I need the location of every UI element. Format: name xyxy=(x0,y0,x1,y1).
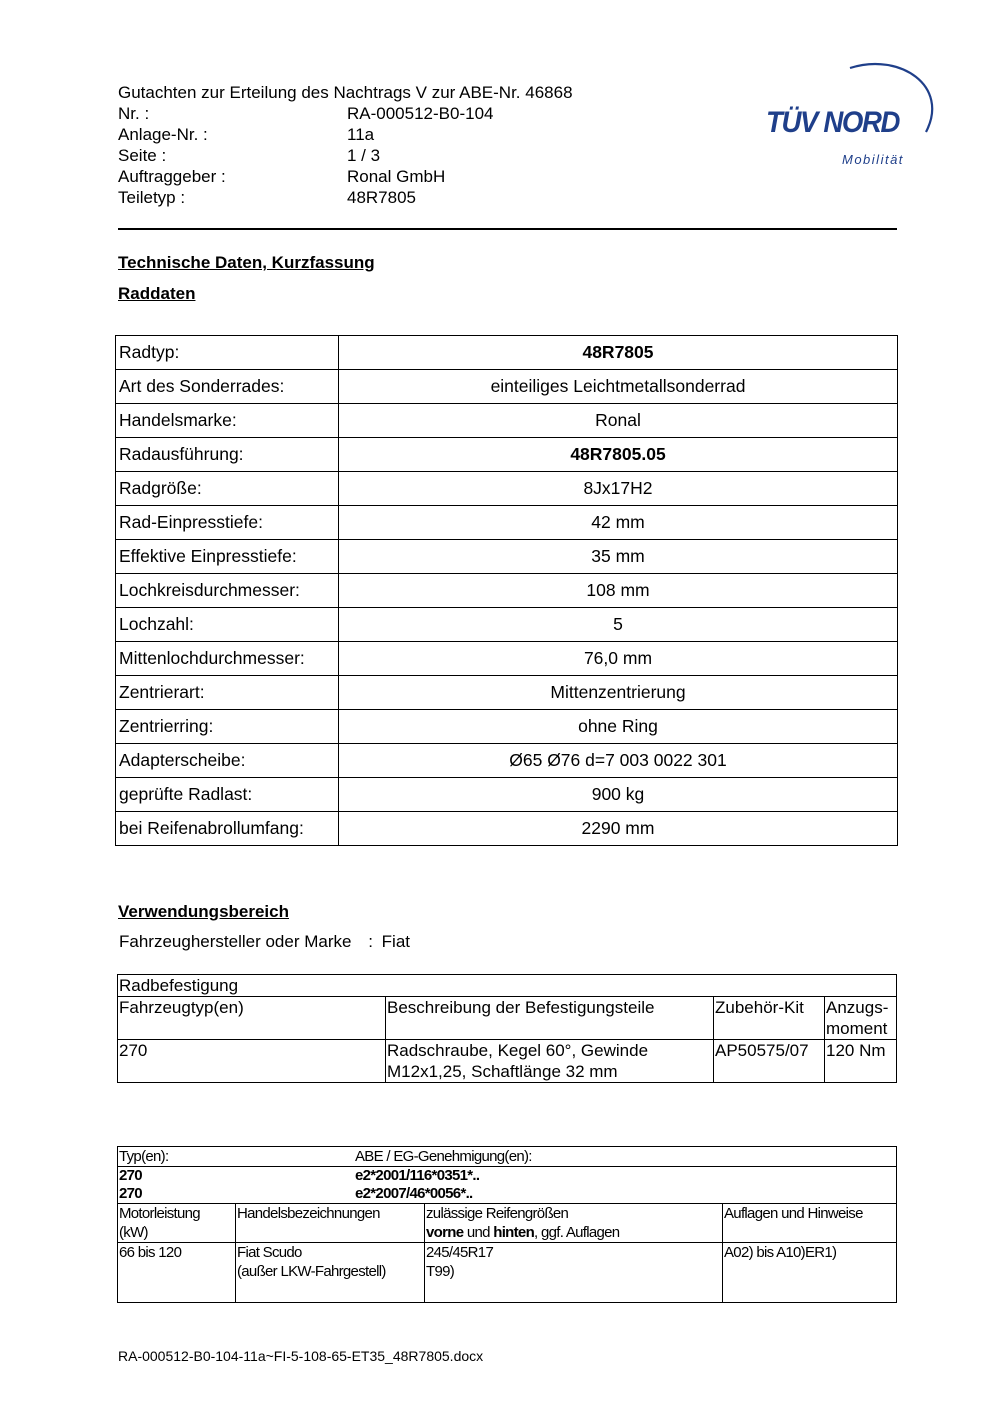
wheel-data-value: 35 mm xyxy=(339,540,898,574)
header-label: Seite : xyxy=(118,146,167,165)
cell-power: 66 bis 120 xyxy=(118,1243,236,1303)
wheel-data-label: Zentrierring: xyxy=(116,710,339,744)
wheel-data-value: 108 mm xyxy=(339,574,898,608)
wheel-data-heading: Raddaten xyxy=(118,284,196,303)
approval-header-row xyxy=(118,1147,897,1167)
approval-table xyxy=(117,1146,897,1303)
header-value: 1 / 3 xyxy=(347,146,381,165)
wheel-data-row xyxy=(116,574,898,608)
cell-notes: A02) bis A10)ER1) xyxy=(723,1243,897,1303)
tyres-header-front: vorne xyxy=(426,1224,464,1241)
approval-number: e2*2007/46*0056*.. xyxy=(355,1185,473,1202)
wheel-data-row xyxy=(116,472,898,506)
logo-subtitle: Mobilität xyxy=(842,152,904,167)
type-header: Typ(en): xyxy=(119,1148,169,1165)
approval-list xyxy=(118,1167,897,1204)
header-label: Anlage-Nr. : xyxy=(118,125,208,144)
manufacturer-separator: : xyxy=(368,932,373,951)
wheel-data-label: Lochzahl: xyxy=(116,608,339,642)
wheel-data-label: Rad-Einpresstiefe: xyxy=(116,506,339,540)
wheel-data-label: Radgröße: xyxy=(116,472,339,506)
header-label: Auftraggeber : xyxy=(118,167,226,186)
approval-row xyxy=(119,1185,895,1203)
wheel-data-row xyxy=(116,438,898,472)
wheel-data-row xyxy=(116,812,898,846)
header-value: Ronal GmbH xyxy=(347,167,446,186)
wheel-data-label: bei Reifenabrollumfang: xyxy=(116,812,339,846)
fixing-cell-kit: AP50575/07 xyxy=(714,1040,825,1083)
manufacturer-value: Fiat xyxy=(381,932,410,951)
wheel-data-label: Zentrierart: xyxy=(116,676,339,710)
col-header-power: Motorleistung (kW) xyxy=(118,1204,236,1243)
fixing-cell-torque: 120 Nm xyxy=(825,1040,897,1083)
fixing-cell-description: Radschraube, Kegel 60°, Gewinde M12x1,25, Schaftlänge 32 mm xyxy=(386,1040,714,1083)
wheel-data-table xyxy=(115,335,898,846)
manufacturer-label: Fahrzeughersteller oder Marke xyxy=(119,932,352,951)
wheel-data-row xyxy=(116,506,898,540)
wheel-data-row xyxy=(116,336,898,370)
col-header-notes: Auflagen und Hinweise xyxy=(723,1204,897,1243)
col-header-names: Handelsbezeichnungen xyxy=(236,1204,425,1243)
tyres-header-rest: , ggf. Auflagen xyxy=(534,1224,620,1241)
wheel-data-value: Mittenzentrierung xyxy=(339,676,898,710)
logo-brand: TÜV NORD xyxy=(766,106,900,139)
wheel-data-value: einteiliges Leichtmetallsonderrad xyxy=(339,370,898,404)
wheel-data-row xyxy=(116,540,898,574)
fixing-cell-type: 270 xyxy=(118,1040,386,1083)
wheel-data-value: 5 xyxy=(339,608,898,642)
cell-names: Fiat Scudo (außer LKW-Fahrgestell) xyxy=(236,1243,425,1303)
report-title: Gutachten zur Erteilung des Nachtrags V zur ABE-Nr. 46868 xyxy=(118,83,573,102)
approval-number: e2*2001/116*0351*.. xyxy=(355,1167,480,1184)
wheel-data-value: ohne Ring xyxy=(339,710,898,744)
tyres-header-and: und xyxy=(463,1224,494,1241)
wheel-data-label: geprüfte Radlast: xyxy=(116,778,339,812)
approval-header: ABE / EG-Genehmigung(en): xyxy=(355,1148,532,1165)
fixing-header-torque: Anzugs- moment xyxy=(825,997,897,1040)
fixing-header-description: Beschreibung der Befestigungsteile xyxy=(386,997,714,1040)
wheel-data-row xyxy=(116,642,898,676)
wheel-data-value: 76,0 mm xyxy=(339,642,898,676)
wheel-data-row xyxy=(116,710,898,744)
wheel-data-row xyxy=(116,370,898,404)
col-header-tyres xyxy=(425,1204,723,1243)
fixing-title: Radbefestigung xyxy=(118,975,897,997)
header-value: RA-000512-B0-104 xyxy=(347,104,494,123)
header-value: 48R7805 xyxy=(347,188,417,207)
manufacturer-line xyxy=(119,932,410,952)
footer-filename: RA-000512-B0-104-11a~FI-5-108-65-ET35_48R7805.docx xyxy=(118,1348,484,1364)
wheel-data-value: 48R7805 xyxy=(339,336,898,370)
cell-tyres: 245/45R17 T99) xyxy=(425,1243,723,1303)
wheel-data-row xyxy=(116,676,898,710)
wheel-data-value: 42 mm xyxy=(339,506,898,540)
wheel-data-label: Mittenlochdurchmesser: xyxy=(116,642,339,676)
wheel-data-label: Radtyp: xyxy=(116,336,339,370)
wheel-data-value: 2290 mm xyxy=(339,812,898,846)
wheel-data-label: Adapterscheibe: xyxy=(116,744,339,778)
approval-row xyxy=(119,1167,895,1185)
approval-type: 270 xyxy=(119,1185,142,1202)
wheel-data-value: 8Jx17H2 xyxy=(339,472,898,506)
fixing-header-kit: Zubehör-Kit xyxy=(714,997,825,1040)
tyres-header-line1: zulässige Reifengrößen xyxy=(426,1205,569,1222)
wheel-data-label: Radausführung: xyxy=(116,438,339,472)
header-divider xyxy=(118,228,897,230)
wheel-data-row xyxy=(116,608,898,642)
approval-type: 270 xyxy=(119,1167,142,1184)
header-value: 11a xyxy=(347,125,375,144)
wheel-data-row xyxy=(116,744,898,778)
wheel-data-label: Handelsmarke: xyxy=(116,404,339,438)
section-title: Technische Daten, Kurzfassung xyxy=(118,253,375,272)
wheel-fixing-table xyxy=(117,974,897,1083)
wheel-data-row xyxy=(116,778,898,812)
wheel-data-label: Lochkreisdurchmesser: xyxy=(116,574,339,608)
wheel-data-value: 48R7805.05 xyxy=(339,438,898,472)
wheel-data-value: Ø65 Ø76 d=7 003 0022 301 xyxy=(339,744,898,778)
wheel-data-value: 900 kg xyxy=(339,778,898,812)
usage-heading: Verwendungsbereich xyxy=(118,902,289,921)
wheel-data-label: Effektive Einpresstiefe: xyxy=(116,540,339,574)
header-label: Teiletyp : xyxy=(118,188,186,207)
wheel-data-row xyxy=(116,404,898,438)
wheel-data-value: Ronal xyxy=(339,404,898,438)
tyres-header-rear: hinten xyxy=(493,1224,535,1241)
header-label: Nr. : xyxy=(118,104,150,123)
fixing-header-type: Fahrzeugtyp(en) xyxy=(118,997,386,1040)
wheel-data-label: Art des Sonderrades: xyxy=(116,370,339,404)
